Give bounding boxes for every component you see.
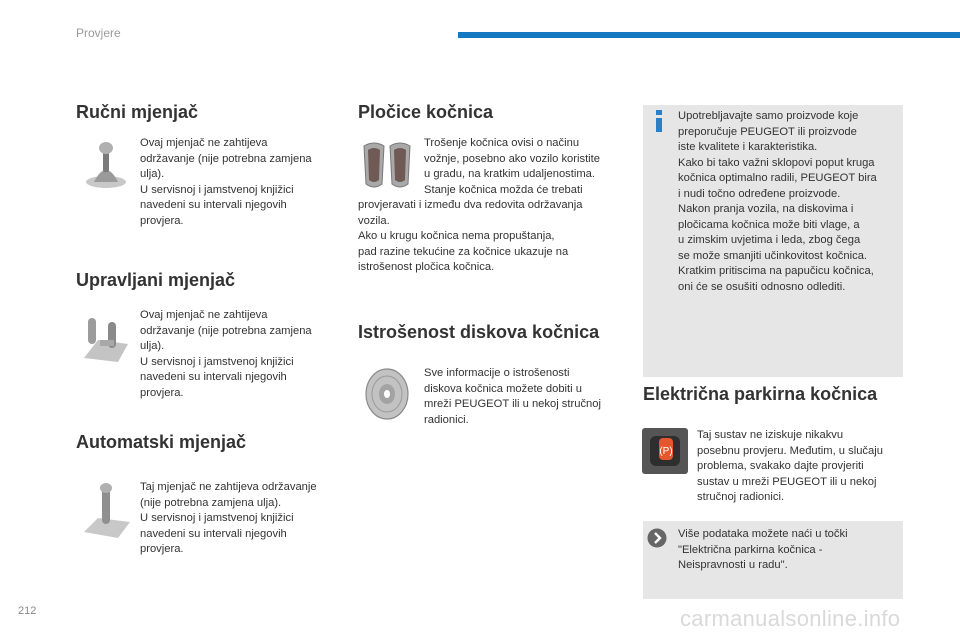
info-icon — [652, 110, 666, 132]
parking-brake-title: Električna parkirna kočnica — [643, 384, 878, 404]
managed-gearbox-text: Ovaj mjenjač ne zahtijeva održavanje (nije potrebna zamjena ulja). U servisnoj i jamstvenoj knjižici navedeni su intervali njegovih provjera. — [140, 309, 312, 399]
chevron-right-icon — [647, 528, 667, 548]
parking-brake-switch-icon — [642, 428, 688, 474]
brake-discs-text: Sve informacije o istrošenosti diskova kočnica možete dobiti u mreži PEUGEOT ili u nekoj stručnoj radionici. — [424, 367, 601, 426]
section-label: Provjere — [76, 26, 121, 40]
managed-gear-selector-icon — [78, 310, 134, 364]
manual-gear-lever-icon — [80, 138, 132, 190]
managed-gearbox-title: Upravljani mjenjač — [76, 270, 236, 290]
brake-pads-icon — [360, 136, 416, 194]
brake-disc-icon — [362, 366, 412, 422]
note-box-text: Više podataka možete naći u točki "Električna parkirna kočnica - Neispravnosti u radu". — [678, 528, 848, 571]
automatic-gearbox-text: Taj mjenjač ne zahtijeva održavanje (nije potrebna zamjena ulja). U servisnoj i jamstvenoj knjižici navedeni su intervali njegovih provjera. — [140, 481, 317, 555]
manual-gearbox-text: Ovaj mjenjač ne zahtijeva održavanje (nije potrebna zamjena ulja). U servisnoj i jamstvenoj knjižici navedeni su intervali njegovih provjera. — [140, 137, 312, 227]
parking-brake-text: Taj sustav ne iziskuje nikakvu posebnu provjeru. Međutim, u slučaju problema, svakako dajte provjeriti sustav u mreži PEUGEOT ili u nekoj stručnoj radionici. — [697, 429, 883, 503]
automatic-gearbox-title: Automatski mjenjač — [76, 432, 247, 452]
page-number: 212 — [18, 605, 37, 617]
header-accent-bar — [458, 32, 960, 38]
info-box-text: Upotrebljavajte samo proizvode koje preporučuje PEUGEOT ili proizvode iste kvalitete i karakteristika. Kako bi tako važni sklopovi poput kruga kočnica optimalno radili, PEUGEOT bira i nudi točno određene proizvode. Nakon pranja vozila, na diskovima i pločicama kočnica može biti vlage, a u zimskim uvjetima i leda, zbog čega se može smanjiti učinkovitost kočnica. Kratkim pritiscima na papučicu kočnica, oni će se osušiti odnosno odlediti. — [678, 110, 877, 293]
brake-discs-title: Istrošenost diskova kočnica — [358, 322, 600, 342]
manual-gearbox-title: Ručni mjenjač — [76, 102, 199, 122]
automatic-gear-selector-icon — [80, 482, 134, 540]
watermark: carmanualsonline.info — [680, 606, 901, 631]
svg-text:(P): (P) — [659, 446, 673, 457]
brake-pads-text-indented: Trošenje kočnica ovisi o načinu vožnje, posebno ako vozilo koristite u gradu, na kratkim udaljenostima. Stanje kočnica možda će trebati — [424, 137, 600, 196]
brake-pads-title: Pločice kočnica — [358, 102, 494, 122]
brake-pads-text-full: provjeravati i između dva redovita održavanja vozila. Ako u krugu kočnica nema propuštanja, pad razine tekućine za kočnice ukazuje na istrošenost pločica kočnica. — [358, 199, 583, 273]
